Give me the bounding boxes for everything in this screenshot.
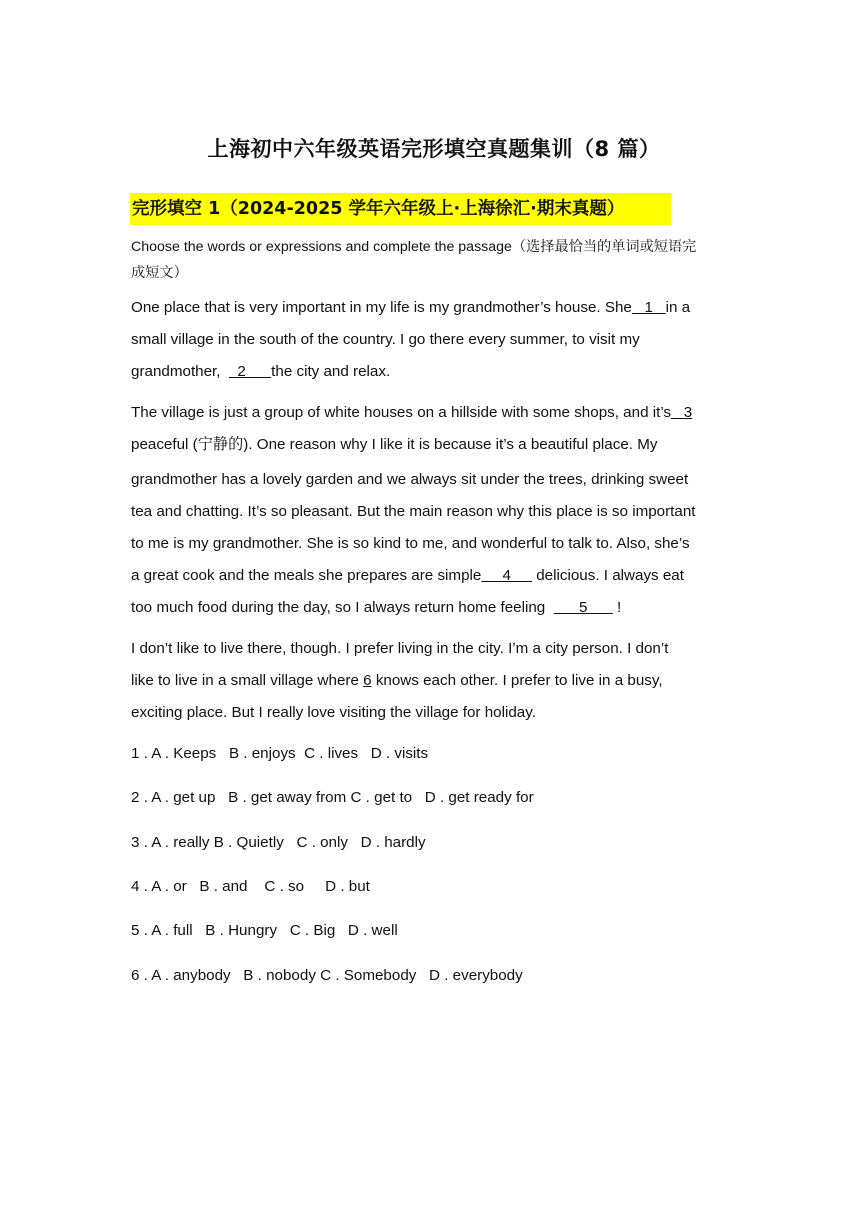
passage-text: like to live in a small village where (131, 672, 364, 689)
question-options-3: 3 . A . really B . Quietly C . only D . hardly (131, 834, 426, 851)
blank-3: 3 (671, 404, 693, 421)
question-options-1: 1 . A . Keeps B . enjoys C . lives D . visits (131, 745, 429, 762)
passage-text: a great cook and the meals she prepares are simple (131, 567, 482, 584)
passage-line (131, 566, 684, 586)
passage-line (131, 671, 663, 691)
passage-text: the city and relax. (271, 363, 391, 380)
section-heading: 完形填空 1（2024-2025 学年六年级上·上海徐汇·期末真题） (130, 193, 671, 225)
passage-text: knows each other. I prefer to live in a busy, (371, 672, 663, 689)
blank-1: 1 (631, 299, 666, 316)
instruction-line-1: Choose the words or expressions and complete the passage（选择最恰当的单词或短语完 (131, 239, 697, 255)
passage-line: exciting place. But I really love visiting the village for holiday. (131, 704, 536, 721)
blank-5: 5 (553, 599, 613, 616)
passage-line: I don’t like to live there, though. I prefer living in the city. I’m a city person. I don’t (131, 640, 669, 657)
question-options-2: 2 . A . get up B . get away from C . get to D . get ready for (131, 789, 534, 806)
passage-text: in a (665, 299, 691, 316)
passage-line (131, 598, 621, 618)
question-options-6: 6 . A . anybody B . nobody C . Somebody D . everybody (131, 967, 523, 984)
passage-text: grandmother, (131, 363, 229, 380)
page-title: 上海初中六年级英语完形填空真题集训（8 篇） (207, 137, 661, 161)
passage-text: ! (612, 599, 622, 616)
passage-text: One place that is very important in my life is my grandmother’s house. She (131, 299, 632, 316)
question-options-4: 4 . A . or B . and C . so D . but (131, 878, 370, 895)
passage-text: too much food during the day, so I always return home feeling (131, 599, 554, 616)
passage-text: delicious. I always eat (532, 567, 684, 584)
passage-line: to me is my grandmother. She is so kind to me, and wonderful to talk to. Also, she’s (131, 535, 690, 552)
passage-line (131, 403, 692, 423)
passage-line (131, 298, 690, 318)
passage-line (131, 362, 390, 382)
passage-line: peaceful (宁静的). One reason why I like it is because it’s a beautiful place. My (131, 436, 658, 453)
question-options-5: 5 . A . full B . Hungry C . Big D . well (131, 922, 398, 939)
instruction-line-2: 成短文） (131, 265, 188, 281)
passage-text: The village is just a group of white houses on a hillside with some shops, and it’s (131, 404, 672, 421)
passage-line: tea and chatting. It’s so pleasant. But the main reason why this place is so important (131, 503, 696, 520)
blank-2: 2 (228, 363, 272, 380)
passage-line: small village in the south of the country. I go there every summer, to visit my (131, 331, 640, 348)
passage-line: grandmother has a lovely garden and we always sit under the trees, drinking sweet (131, 471, 689, 488)
blank-4: 4 (481, 567, 533, 584)
blank-6: 6 (363, 672, 372, 689)
